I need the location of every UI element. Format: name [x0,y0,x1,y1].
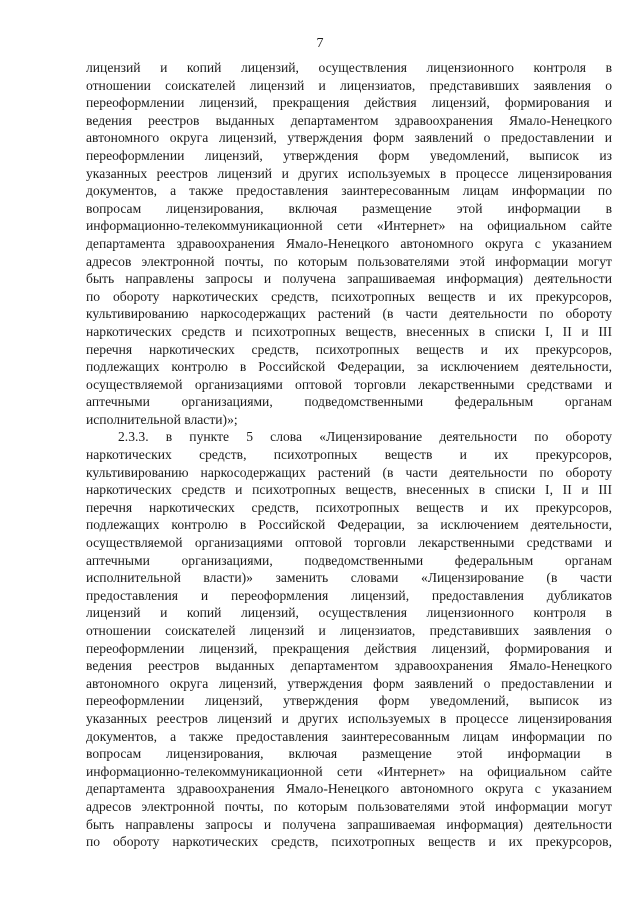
text-line: осуществляемой организациями оптовой торговли лекарственными средствами и [86,376,612,392]
text-line: по обороту наркотических средств, психотропных веществ и их прекурсоров, [86,288,612,304]
text-line: отношении соискателей лицензий и лицензиатов, представивших заявления о [86,623,612,638]
text-line: переоформлении лицензий, утверждения форм уведомлений, выписок из [86,147,612,163]
text-line: документов, а также предоставления заинтересованным лицам информации по [86,728,612,744]
text-line: быть направлены запросы и получена запрашиваемая информация) деятельности [86,271,612,287]
text-line: перечня наркотических средств, психотропных веществ и их прекурсоров, [86,341,612,357]
text-line: исполнительной власти)» заменить словами «Лицензирование (в части [86,570,612,586]
text-line: наркотических средств и психотропных веществ, внесенных в списки I, II и III [86,482,612,498]
text-line: переоформлении лицензий, утверждения форм уведомлений, выписок из [86,693,612,709]
text-line: быть направлены запросы и получена запрашиваемая информация) деятельности [86,816,612,832]
text-line: подлежащих контролю в Российской Федерации, за исключением деятельности, [86,359,612,375]
text-line: наркотических средств и психотропных веществ, внесенных в списки I, II и III [86,323,612,339]
text-line: автономного округа лицензий, утверждения форм заявлений о предоставлении и [86,675,612,691]
text-line: информационно-телекоммуникационной сети «Интернет» на официальном сайте [86,763,612,779]
text-line: исполнительной власти)»; [86,411,238,427]
text-line: осуществляемой организациями оптовой торговли лекарственными средствами и [86,535,612,551]
text-line: документов, а также предоставления заинтересованным лицам информации по [86,183,612,199]
text-line: переоформлении лицензий, прекращения действия лицензий, формирования и [86,640,612,656]
text-line: перечня наркотических средств, психотропных веществ и их прекурсоров, [86,499,612,515]
text-line: культивированию наркосодержащих растений (в части деятельности по обороту [86,306,612,322]
text-line: адресов электронной почты, по которым пользователями этой информации могут [86,253,612,269]
paragraph [86,59,612,428]
text-line: департамента здравоохранения Ямало-Ненецкого автономного округа с указанием [86,781,612,797]
text-line: указанных реестров лицензий и других используемых в процессе лицензирования [86,710,612,726]
text-line: лицензий и копий лицензий, осуществления лицензионного контроля в [86,60,612,75]
text-line: аптечными организациями, подведомственными федеральным органам [86,394,612,410]
text-line: вопросам лицензирования, включая размещение этой информации в [86,746,612,762]
text-line: ведения реестров выданных департаментом здравоохранения Ямало-Ненецкого [86,658,612,674]
text-line: указанных реестров лицензий и других используемых в процессе лицензирования [86,165,612,181]
text-line: адресов электронной почты, по которым пользователями этой информации могут [86,798,612,814]
text-line: по обороту наркотических средств, психотропных веществ и их прекурсоров, [86,834,612,850]
paragraph [86,428,612,850]
text-line: предоставления и переоформления лицензий, предоставления дубликатов [86,587,612,603]
text-line: информационно-телекоммуникационной сети «Интернет» на официальном сайте [86,218,612,234]
text-line: 2.3.3. в пункте 5 слова «Лицензирование деятельности по обороту [118,429,612,445]
text-line: аптечными организациями, подведомственными федеральным органам [86,552,612,568]
text-line: подлежащих контролю в Российской Федерации, за исключением деятельности, [86,517,612,533]
page-number: 7 [316,36,324,51]
text-line: автономного округа лицензий, утверждения форм заявлений о предоставлении и [86,130,612,146]
text-line: отношении соискателей лицензий и лицензиатов, представивших заявления о [86,77,612,93]
text-line: переоформлении лицензий, прекращения действия лицензий, формирования и [86,95,612,111]
text-line: культивированию наркосодержащих растений (в части деятельности по обороту [86,464,612,480]
text-line: наркотических средств, психотропных веществ и их прекурсоров, [86,447,612,463]
text-line: вопросам лицензирования, включая размещение этой информации в [86,200,612,216]
document-body [86,59,612,851]
text-line: департамента здравоохранения Ямало-Ненецкого автономного округа с указанием [86,235,612,251]
text-line: лицензий и копий лицензий, осуществления лицензионного контроля в [86,605,612,621]
text-line: ведения реестров выданных департаментом здравоохранения Ямало-Ненецкого [86,112,612,128]
